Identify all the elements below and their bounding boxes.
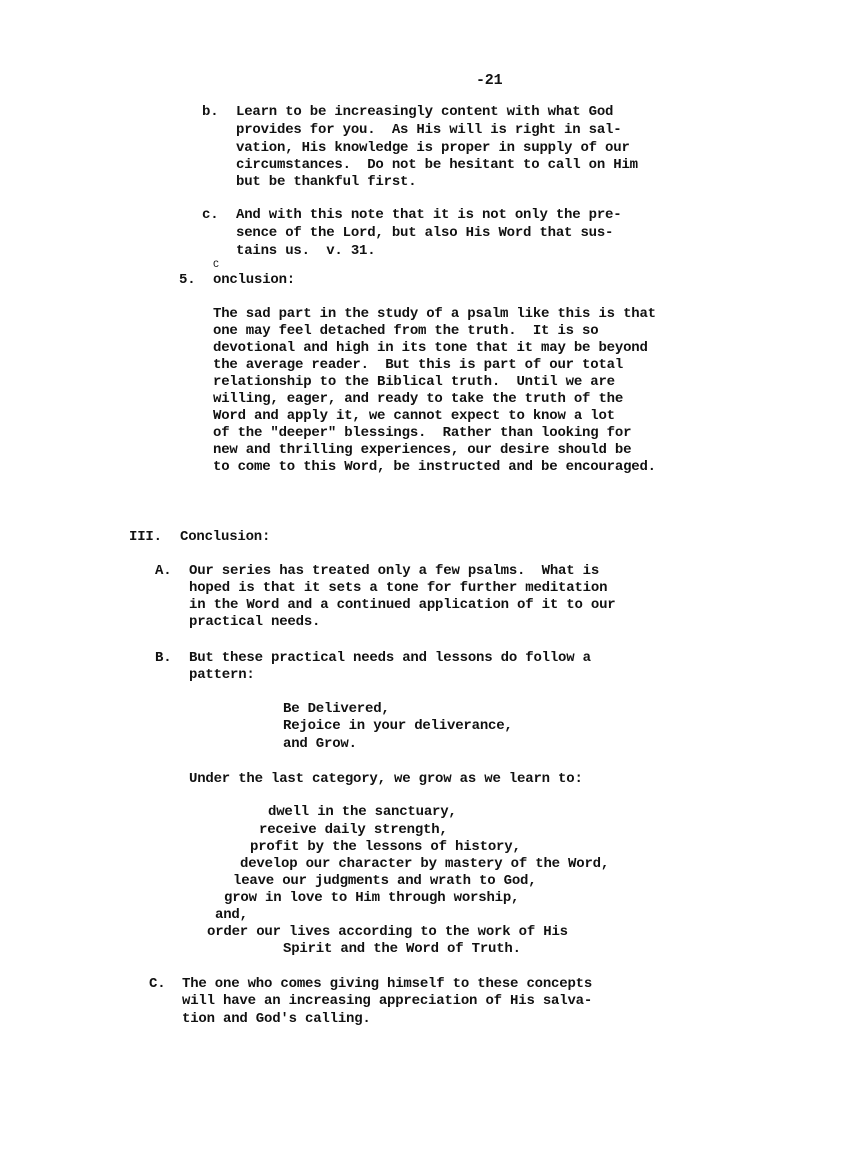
item-B-marker: B. [155, 650, 172, 666]
growth-item: and, [215, 907, 248, 923]
item-b-marker: b. [202, 104, 219, 120]
item-b-line: vation, His knowledge is proper in supply of our [236, 140, 630, 156]
growth-item: profit by the lessons of history, [250, 839, 521, 855]
item-A-line: in the Word and a continued application of it to our [189, 597, 616, 613]
item-C-line: tion and God's calling. [182, 1011, 371, 1027]
item-c-marker: c. [202, 207, 219, 223]
growth-item: order our lives according to the work of His [207, 924, 568, 940]
item-b-line: circumstances. Do not be hesitant to call on Him [236, 157, 638, 173]
section-5-line: new and thrilling experiences, our desire should be [213, 442, 632, 458]
section-5-marker: 5. [179, 272, 196, 288]
growth-item: grow in love to Him through worship, [224, 890, 520, 906]
section-5-line: Word and apply it, we cannot expect to know a lot [213, 408, 615, 424]
item-A-line: Our series has treated only a few psalms. What is [189, 563, 600, 579]
section-5-line: the average reader. But this is part of our total [213, 357, 624, 373]
item-B-line: But these practical needs and lessons do follow a [189, 650, 591, 666]
growth-item: leave our judgments and wrath to God, [233, 873, 537, 889]
growth-item: develop our character by mastery of the Word, [240, 856, 610, 872]
section-III-marker: III. [129, 529, 162, 545]
item-b-line: provides for you. As His will is right in sal- [236, 122, 622, 138]
item-C-line: will have an increasing appreciation of His salva- [182, 993, 593, 1009]
section-5-line: of the "deeper" blessings. Rather than looking for [213, 425, 632, 441]
growth-item: dwell in the sanctuary, [268, 804, 457, 820]
item-A-line: hoped is that it sets a tone for further meditation [189, 580, 608, 596]
growth-item: receive daily strength, [259, 822, 448, 838]
pattern-line: and Grow. [283, 736, 357, 752]
section-5-line: The sad part in the study of a psalm like this is that [213, 306, 656, 322]
section-5-line: one may feel detached from the truth. It is so [213, 323, 599, 339]
page-number: -21 [476, 72, 503, 89]
item-b-line: but be thankful first. [236, 174, 417, 190]
pattern-line: Rejoice in your deliverance, [283, 718, 513, 734]
section-5-line: to come to this Word, be instructed and be encouraged. [213, 459, 656, 475]
section-III-heading: Conclusion: [180, 529, 271, 545]
section-5-line: devotional and high in its tone that it may be beyond [213, 340, 648, 356]
correction-mark: C [213, 260, 220, 271]
item-A-marker: A. [155, 563, 172, 579]
item-b-line: Learn to be increasingly content with what God [236, 104, 614, 120]
pattern-line: Be Delivered, [283, 701, 390, 717]
item-c-line: tains us. v. 31. [236, 243, 376, 259]
item-c-line: And with this note that it is not only the pre- [236, 207, 622, 223]
item-c-line: sence of the Lord, but also His Word that sus- [236, 225, 614, 241]
growth-intro: Under the last category, we grow as we learn to: [189, 771, 583, 787]
item-C-marker: C. [149, 976, 166, 992]
section-5-heading: onclusion: [213, 272, 296, 288]
item-C-line: The one who comes giving himself to these concepts [182, 976, 593, 992]
section-5-line: relationship to the Biblical truth. Until we are [213, 374, 615, 390]
growth-item: Spirit and the Word of Truth. [283, 941, 521, 957]
item-B-line: pattern: [189, 667, 255, 683]
item-A-line: practical needs. [189, 614, 321, 630]
section-5-line: willing, eager, and ready to take the truth of the [213, 391, 624, 407]
